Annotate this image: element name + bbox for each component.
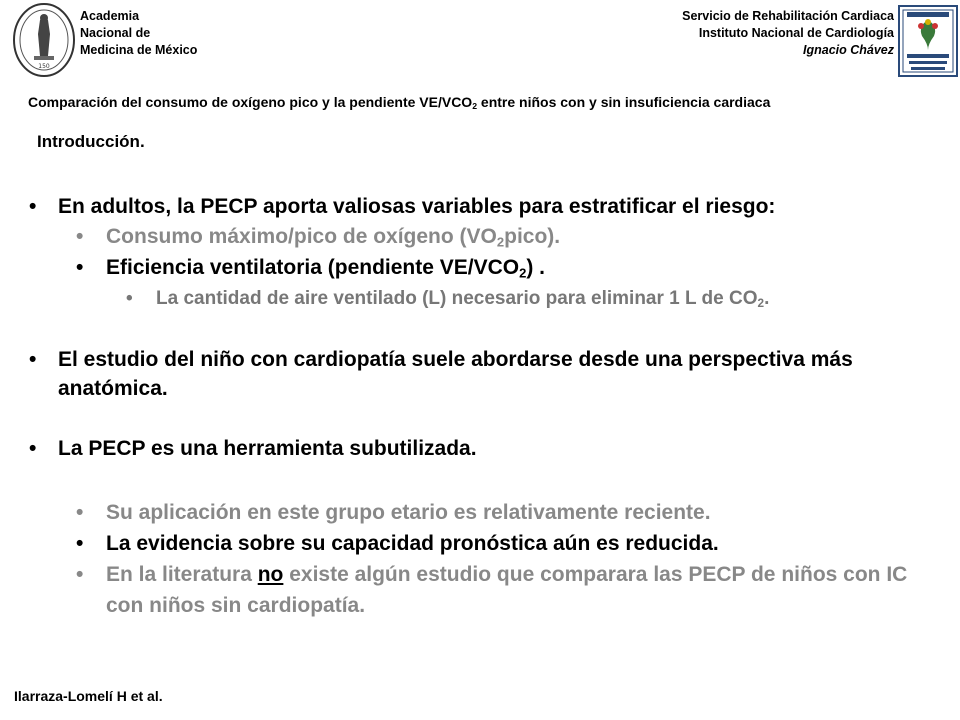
header-right-line1: Servicio de Rehabilitación Cardiaca [682,9,894,23]
bullet-dot-icon: • [76,532,84,555]
header-right-line2: Instituto Nacional de Cardiología [698,26,894,40]
bullet-risk-variables: • En adultos, la PECP aporta valiosas variables para estratificar el riesgo: [24,192,924,221]
subbullet-literature-gap: • En la literatura no existe algún estudio que comparara las PECP de niños con IC con niños sin cardiopatía. [24,559,924,621]
intro-heading: Introducción. [37,132,145,151]
footer-citation: Ilarraza-Lomelí H et al. [14,688,163,704]
bullet-dot-icon: • [29,348,37,371]
header-right [682,8,894,59]
bullet-dot-icon: • [76,256,84,279]
subbullet-vo2-pico: • Consumo máximo/pico de oxígeno $(VO_2pico)$. [24,221,924,252]
header-left [80,8,197,59]
bullet-dot-icon: • [29,195,37,218]
subbullet-prognostic-evidence: • La evidencia sobre su capacidad pronóstica aún es reducida. [24,528,924,559]
bullet-anatomical-perspective: • El estudio del niño con cardiopatía suele abordarse desde una perspectiva más anatómica. [24,345,924,403]
bullet-underutilized: • La PECP es una herramienta subutilizada. [24,434,924,463]
academia-seal-logo [12,2,76,78]
header-left-line3: Medicina de México [80,43,198,57]
header-left-line2: Nacional de [80,26,151,40]
header-right-line3: Ignacio Chávez [803,43,894,57]
bullet-dot-icon: • [76,501,84,524]
header-left-line1: Academia [80,9,140,23]
subbullet-ve-vco2: • Eficiencia ventilatoria (pendiente $VE/VCO_2$) . [24,252,924,283]
bullet-dot-icon: • [76,225,84,248]
bullet-dot-icon: • [76,563,84,586]
subsubbullet-co2-air: • La cantidad de aire ventilado (L) necesario para eliminar 1 L de $CO_2$. [24,283,924,314]
bullet-content [24,192,924,621]
instituto-seal-logo [897,4,959,78]
underlined-no: no [257,563,284,586]
slide-subtitle: Comparación del consumo de oxígeno pico y la pendiente $VE/VCO_2$ entre niños con y sin insuficiencia cardiaca [28,94,771,112]
bullet-dot-icon: • [126,288,133,309]
svg-text:150: 150 [38,63,50,70]
subbullet-recent-application: • Su aplicación en este grupo etario es relativamente reciente. [24,497,924,528]
bullet-dot-icon: • [29,437,37,460]
